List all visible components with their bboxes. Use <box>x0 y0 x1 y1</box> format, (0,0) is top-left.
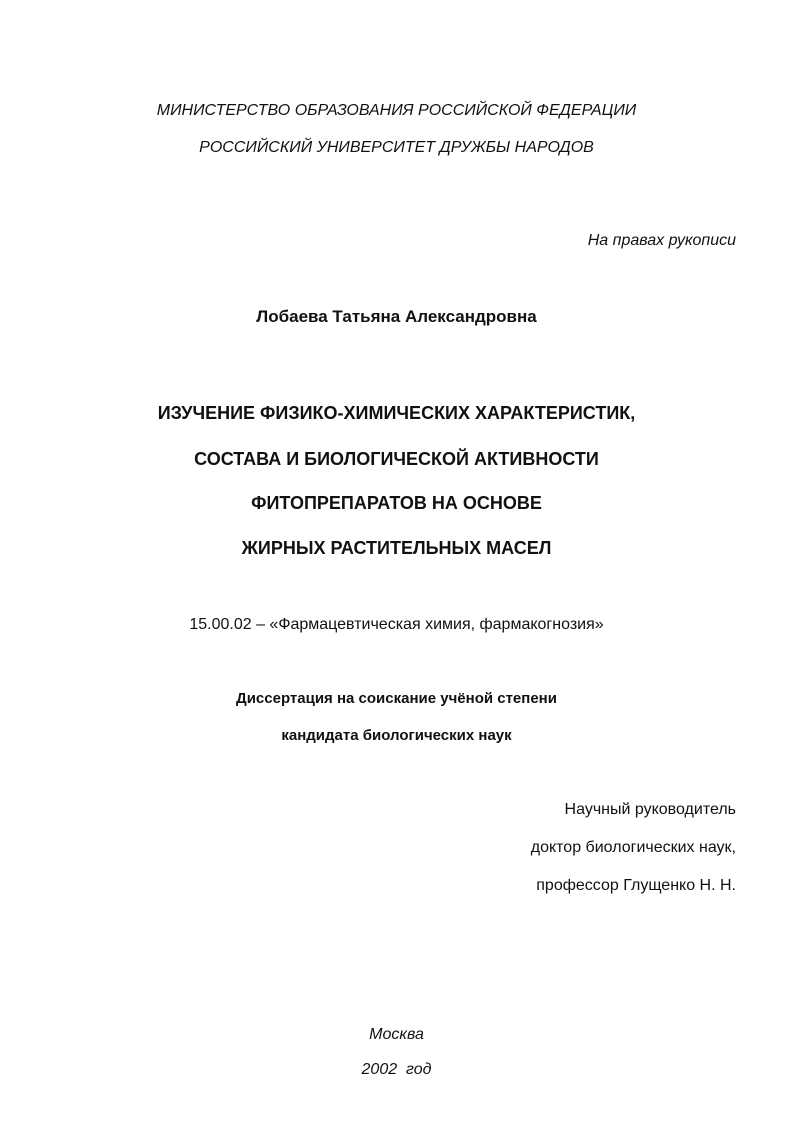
supervisor-degree: доктор биологических наук, <box>530 839 736 856</box>
manuscript-note: На правах рукописи <box>587 232 736 249</box>
ministry-header: МИНИСТЕРСТВО ОБРАЗОВАНИЯ РОССИЙСКОЙ ФЕДЕРАЦИИ <box>156 102 637 119</box>
city: Москва <box>369 1026 424 1043</box>
degree-line-1: Диссертация на соискание учёной степени <box>236 690 557 707</box>
supervisor-name: профессор Глущенко Н. Н. <box>536 877 736 894</box>
author-name: Лобаева Татьяна Александровна <box>256 307 537 326</box>
title-line-2: СОСТАВА И БИОЛОГИЧЕСКОЙ АКТИВНОСТИ <box>194 449 599 469</box>
university-header: РОССИЙСКИЙ УНИВЕРСИТЕТ ДРУЖБЫ НАРОДОВ <box>199 139 594 156</box>
year: 2002 год <box>361 1061 432 1078</box>
supervisor-role: Научный руководитель <box>564 801 736 818</box>
title-line-4: ЖИРНЫХ РАСТИТЕЛЬНЫХ МАСЕЛ <box>241 538 552 558</box>
specialty-code: 15.00.02 – «Фармацевтическая химия, фармакогнозия» <box>189 616 604 633</box>
title-line-1: ИЗУЧЕНИЕ ФИЗИКО-ХИМИЧЕСКИХ ХАРАКТЕРИСТИК, <box>157 403 636 423</box>
title-line-3: ФИТОПРЕПАРАТОВ НА ОСНОВЕ <box>251 493 542 513</box>
degree-line-2: кандидата биологических наук <box>281 727 512 744</box>
